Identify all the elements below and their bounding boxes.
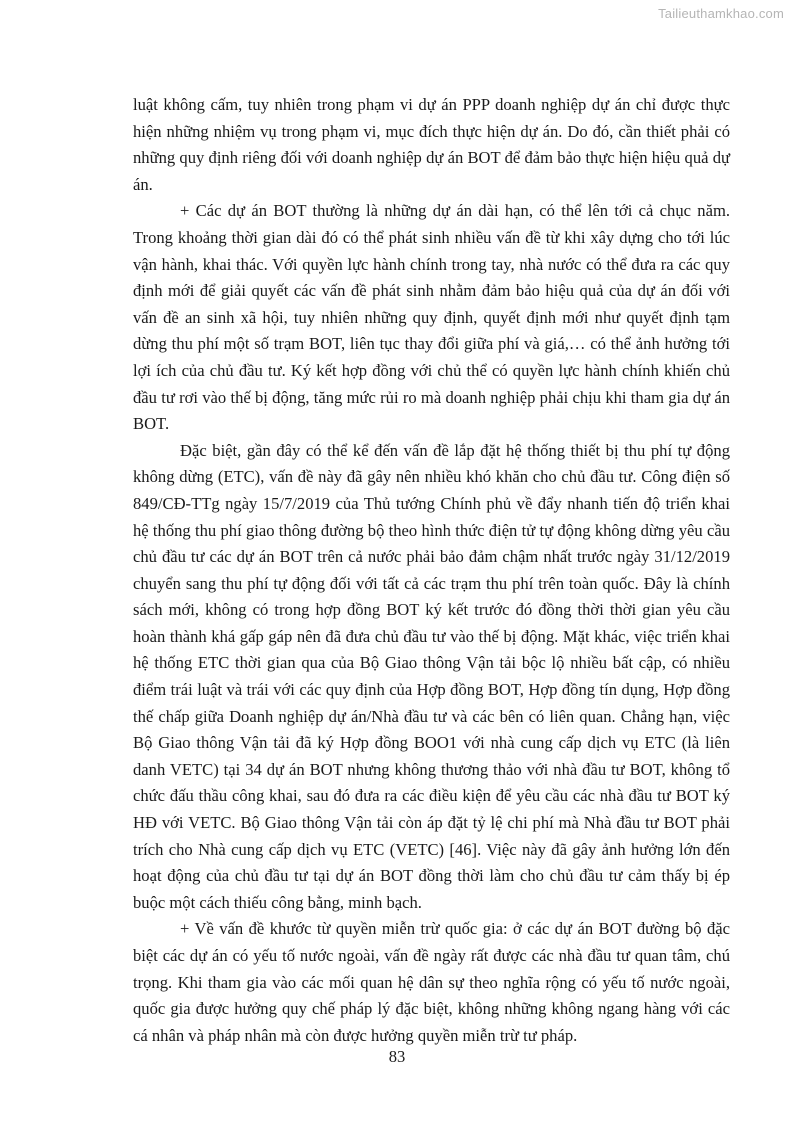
paragraph-3: Đặc biệt, gần đây có thể kể đến vấn đề lắp đặt hệ thống thiết bị thu phí tự động không dừng (ETC), vấn đề này đã gây nên nhiều khó khăn cho chủ đầu tư. Công điện số 849/CĐ-TTg ngày 15/7/2019 của Thủ tướng Chính phủ về đẩy nhanh tiến độ triển khai hệ thống thu phí giao thông đường bộ theo hình thức điện tử tự động không dừng yêu cầu chủ đầu tư các dự án BOT trên cả nước phải bảo đảm chậm nhất trước ngày 31/12/2019 chuyển sang thu phí tự động đối với tất cả các trạm thu phí trên toàn quốc. Đây là chính sách mới, không có trong hợp đồng BOT ký kết trước đó đồng thời thời gian yêu cầu hoàn thành khá gấp gáp nên đã đưa chủ đầu tư vào thế bị động. Mặt khác, việc triển khai hệ thống ETC thời gian qua của Bộ Giao thông Vận tải bộc lộ nhiều bất cập, có nhiều điểm trái luật và trái với các quy định của Hợp đồng BOT, Hợp đồng tín dụng, Hợp đồng thế chấp giữa Doanh nghiệp dự án/Nhà đầu tư và các bên có liên quan. Chẳng hạn, việc Bộ Giao thông Vận tải đã ký Hợp đồng BOO1 với nhà cung cấp dịch vụ ETC (là liên danh VETC) tại 34 dự án BOT nhưng không thương thảo với nhà đầu tư BOT, không tổ chức đấu thầu công khai, sau đó đưa ra các điều kiện để yêu cầu các nhà đầu tư BOT ký HĐ với VETC. Bộ Giao thông Vận tải còn áp đặt tỷ lệ chi phí mà Nhà đầu tư BOT phải trích cho Nhà cung cấp dịch vụ ETC (VETC) [46]. Việc này đã gây ảnh hưởng lớn đến hoạt động của chủ đầu tư tại dự án BOT đồng thời làm cho chủ đầu tư cảm thấy bị ép buộc một cách thiếu công bằng, minh bạch. [133, 440, 730, 912]
page-body [133, 92, 730, 1049]
paragraph-4: + Về vấn đề khước từ quyền miễn trừ quốc gia: ở các dự án BOT đường bộ đặc biệt các dự án có yếu tố nước ngoài, vấn đề ngày rất được các nhà đầu tư quan tâm, chú trọng. Khi tham gia vào các mối quan hệ dân sự theo nghĩa rộng có yếu tố nước ngoài, quốc gia được hưởng quy chế pháp lý đặc biệt, không những không ngang hàng với các cá nhân và pháp nhân mà còn được hưởng quyền miễn trừ tư pháp. [133, 919, 730, 1045]
page-number: 83 [388, 1047, 406, 1066]
watermark: Tailieuthamkhao.com [658, 6, 784, 21]
paragraph-1: luật không cấm, tuy nhiên trong phạm vi dự án PPP doanh nghiệp dự án chỉ được thực hiện những nhiệm vụ trong phạm vi, mục đích thực hiện dự án. Do đó, cần thiết phải có những quy định riêng đối với doanh nghiệp dự án BOT để đảm bảo thực hiện hiệu quả dự án. [133, 95, 730, 194]
paragraph-2: + Các dự án BOT thường là những dự án dài hạn, có thể lên tới cả chục năm. Trong khoảng thời gian dài đó có thể phát sinh nhiều vấn đề từ khi xây dựng cho tới lúc vận hành, khai thác. Với quyền lực hành chính trong tay, nhà nước có thể đưa ra các quy định mới để giải quyết các vấn đề phát sinh nhằm đảm bảo hiệu quả của dự án đối với vấn đề an sinh xã hội, tuy nhiên những quy định, quyết định mới như quyết định tạm dừng thu phí một số trạm BOT, liên tục thay đổi giữa phí và giá,… có thể ảnh hưởng tới lợi ích của chủ đầu tư. Ký kết hợp đồng với chủ thể có quyền lực hành chính khiến chủ đầu tư rơi vào thế bị động, tăng mức rủi ro mà doanh nghiệp phải chịu khi tham gia dự án BOT. [133, 201, 730, 434]
